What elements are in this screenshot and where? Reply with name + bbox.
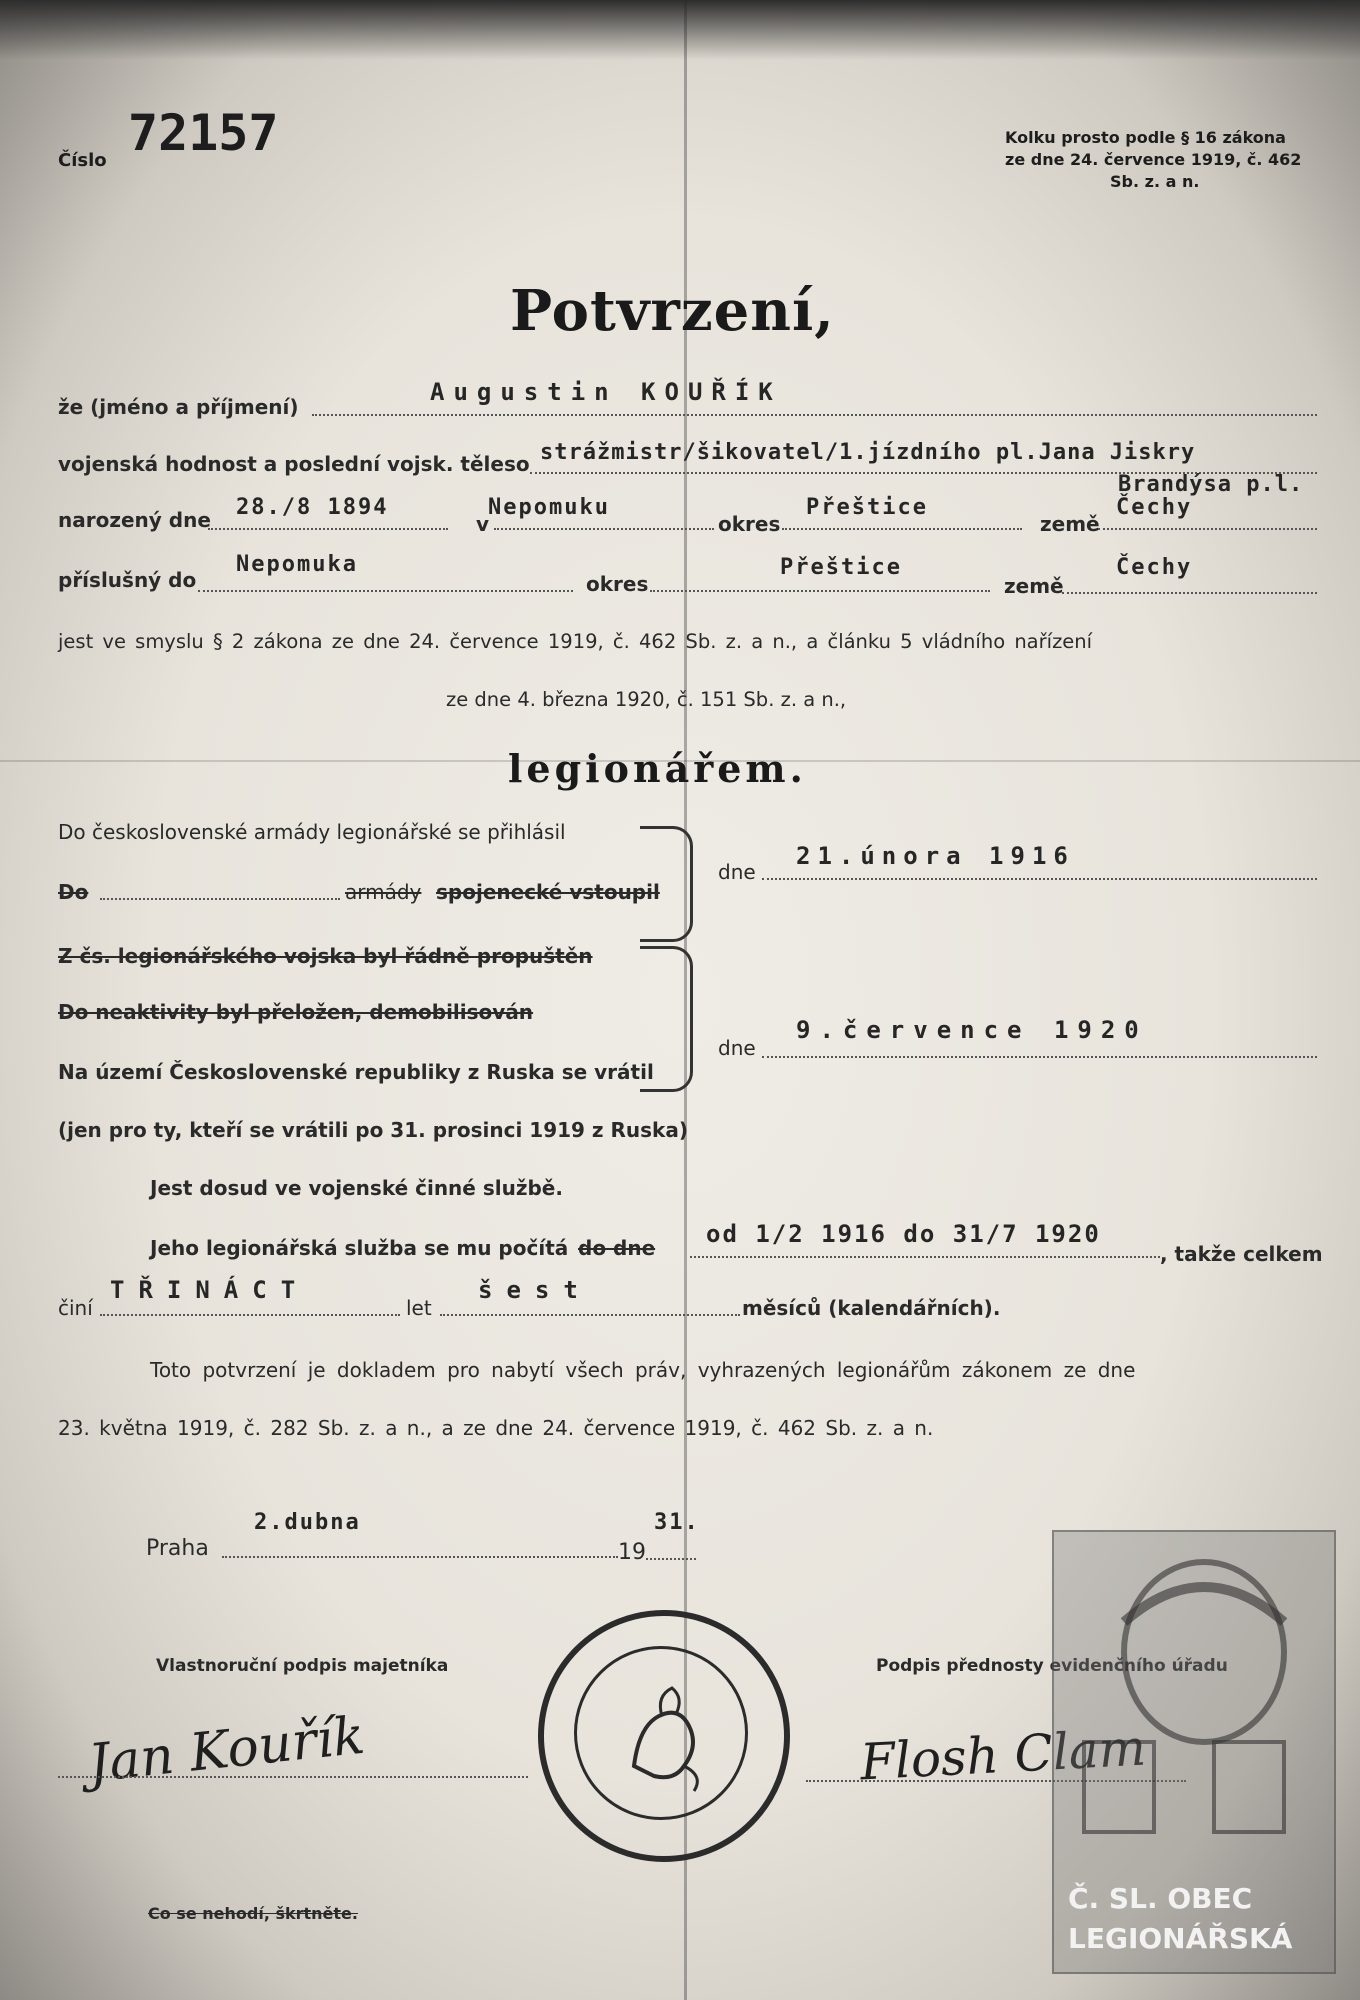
brace-2 — [640, 946, 693, 1092]
counted-value: od 1/2 1916 do 31/7 1920 — [706, 1220, 1101, 1248]
service-line-5: Na území Československé republiky z Ruska se vrátil — [58, 1060, 654, 1084]
official-signature: Flosh Clam — [858, 1718, 1148, 1792]
date-2-dotline — [762, 1056, 1317, 1058]
prislusny-okres: Přeštice — [780, 555, 902, 580]
prislusny-zeme: Čechy — [1116, 555, 1193, 580]
okres-label: okres — [718, 512, 781, 536]
year-suffix: 31. — [654, 1510, 700, 1535]
legion-logo-watermark — [1052, 1530, 1336, 1974]
rank-label: vojenská hodnost a poslední vojsk. těleso — [58, 452, 530, 476]
service-line-2-dotline — [100, 898, 340, 900]
counted-line: Jeho legionářská služba se mu počítá — [150, 1236, 569, 1260]
ministry-stamp — [538, 1610, 790, 1862]
kolek-line-3: Sb. z. a n. — [1110, 172, 1200, 191]
owner-signature-label: Vlastnoruční podpis majetníka — [156, 1656, 449, 1676]
scan-edge — [0, 0, 1360, 60]
born-zeme: Čechy — [1116, 495, 1193, 520]
service-line-4: Do neaktivity byl přeložen, demobilisován — [58, 1000, 534, 1024]
year-dotline — [646, 1558, 696, 1560]
dne-label-2: dne — [718, 1036, 756, 1060]
place-date: 2.dubna — [254, 1510, 361, 1535]
name-dotline — [312, 414, 1317, 416]
born-okres-dotline — [782, 528, 1022, 530]
let-label: let — [406, 1296, 432, 1320]
footer-strike-note: Co se nehodí, škrtněte. — [148, 1904, 358, 1923]
legionnaire-head-icon — [1054, 1532, 1334, 1852]
prislusny-value: Nepomuka — [236, 552, 358, 577]
born-date-dotline — [208, 528, 448, 530]
service-line-2a: Do — [58, 880, 89, 904]
years-dotline — [100, 1314, 400, 1316]
prislusny-label: příslušný do — [58, 568, 197, 592]
name-value: Augustin KOUŘÍK — [430, 378, 782, 406]
document-subtitle: legionářem. — [508, 746, 807, 791]
counted-strike: do dne — [578, 1236, 656, 1260]
place-city: Praha — [146, 1536, 209, 1561]
born-okres: Přeštice — [806, 495, 928, 520]
prislusny-dotline — [198, 590, 573, 592]
dne-label-1: dne — [718, 860, 756, 884]
date-2: 9.července 1920 — [796, 1016, 1148, 1044]
active-service-line: Jest dosud ve vojenské činné službě. — [150, 1176, 563, 1200]
brace-1 — [640, 826, 693, 942]
kolek-line-2: ze dne 24. července 1919, č. 462 — [1005, 150, 1302, 169]
cislo-label: Číslo — [58, 150, 107, 171]
service-line-2c: spojenecké vstoupil — [436, 880, 660, 904]
born-date: 28./8 1894 — [236, 495, 389, 520]
logo-line-1: Č. SL. OBEC — [1068, 1882, 1253, 1915]
born-label: narozený dne — [58, 508, 211, 532]
law-text-1: jest ve smyslu § 2 zákona ze dne 24. července 1919, č. 462 Sb. z. a n., a článku 5 vládního nařízení — [58, 630, 1093, 653]
year-prefix: 19 — [618, 1540, 646, 1565]
date-1-dotline — [762, 878, 1317, 880]
rank-value-2: Brandýsa p.l. — [1118, 472, 1304, 497]
okres-label-2: okres — [586, 572, 649, 596]
logo-line-2: LEGIONÁŘSKÁ — [1068, 1922, 1293, 1955]
prislusny-okres-dotline — [650, 590, 990, 592]
owner-signature: Jan Kouřík — [85, 1705, 368, 1795]
zeme-label: země — [1040, 512, 1100, 536]
cini-label: činí — [58, 1296, 93, 1320]
date-1: 21.února 1916 — [796, 842, 1075, 870]
law-text-2: ze dne 4. března 1920, č. 151 Sb. z. a n., — [446, 688, 847, 711]
service-line-6: (jen pro ty, kteří se vrátili po 31. prosinci 1919 z Ruska) — [58, 1118, 688, 1142]
proof-line-2: 23. května 1919, č. 282 Sb. z. a n., a ze dne 24. července 1919, č. 462 Sb. z. a n. — [58, 1416, 934, 1440]
kolek-line-1: Kolku prosto podle § 16 zákona — [1005, 128, 1286, 147]
takze-label: , takže celkem — [1160, 1242, 1323, 1266]
official-signature-label: Podpis přednosty evidenčního úřadu — [876, 1656, 1228, 1676]
months-value: šest — [478, 1276, 592, 1304]
v-label: v — [476, 512, 490, 536]
service-line-3: Z čs. legionářského vojska byl řádně propuštěn — [58, 944, 593, 968]
months-dotline — [440, 1314, 740, 1316]
service-line-1: Do československé armády legionářské se přihlásil — [58, 820, 566, 844]
stamp-lion-emblem — [544, 1616, 784, 1856]
born-zeme-dotline — [1098, 528, 1317, 530]
proof-line-1: Toto potvrzení je dokladem pro nabytí všech práv, vyhrazených legionářům zákonem ze dne — [150, 1358, 1136, 1382]
name-label: že (jméno a příjmení) — [58, 395, 299, 419]
months-label: měsíců (kalendářních). — [742, 1296, 1001, 1320]
place-dotline — [222, 1556, 618, 1558]
owner-signature-dotline — [58, 1776, 528, 1778]
counted-dotline — [690, 1256, 1160, 1258]
document-title: Potvrzení, — [510, 278, 835, 344]
prislusny-zeme-dotline — [1062, 592, 1317, 594]
born-place: Nepomuku — [488, 495, 610, 520]
zeme-label-2: země — [1004, 574, 1064, 598]
cislo-value: 72157 — [128, 104, 279, 162]
years-value: TŘINÁCT — [110, 1276, 310, 1304]
born-place-dotline — [494, 528, 714, 530]
rank-value: strážmistr/šikovatel/1.jízdního pl.Jana Jiskry — [540, 440, 1196, 465]
service-line-2b: armády — [345, 880, 422, 904]
